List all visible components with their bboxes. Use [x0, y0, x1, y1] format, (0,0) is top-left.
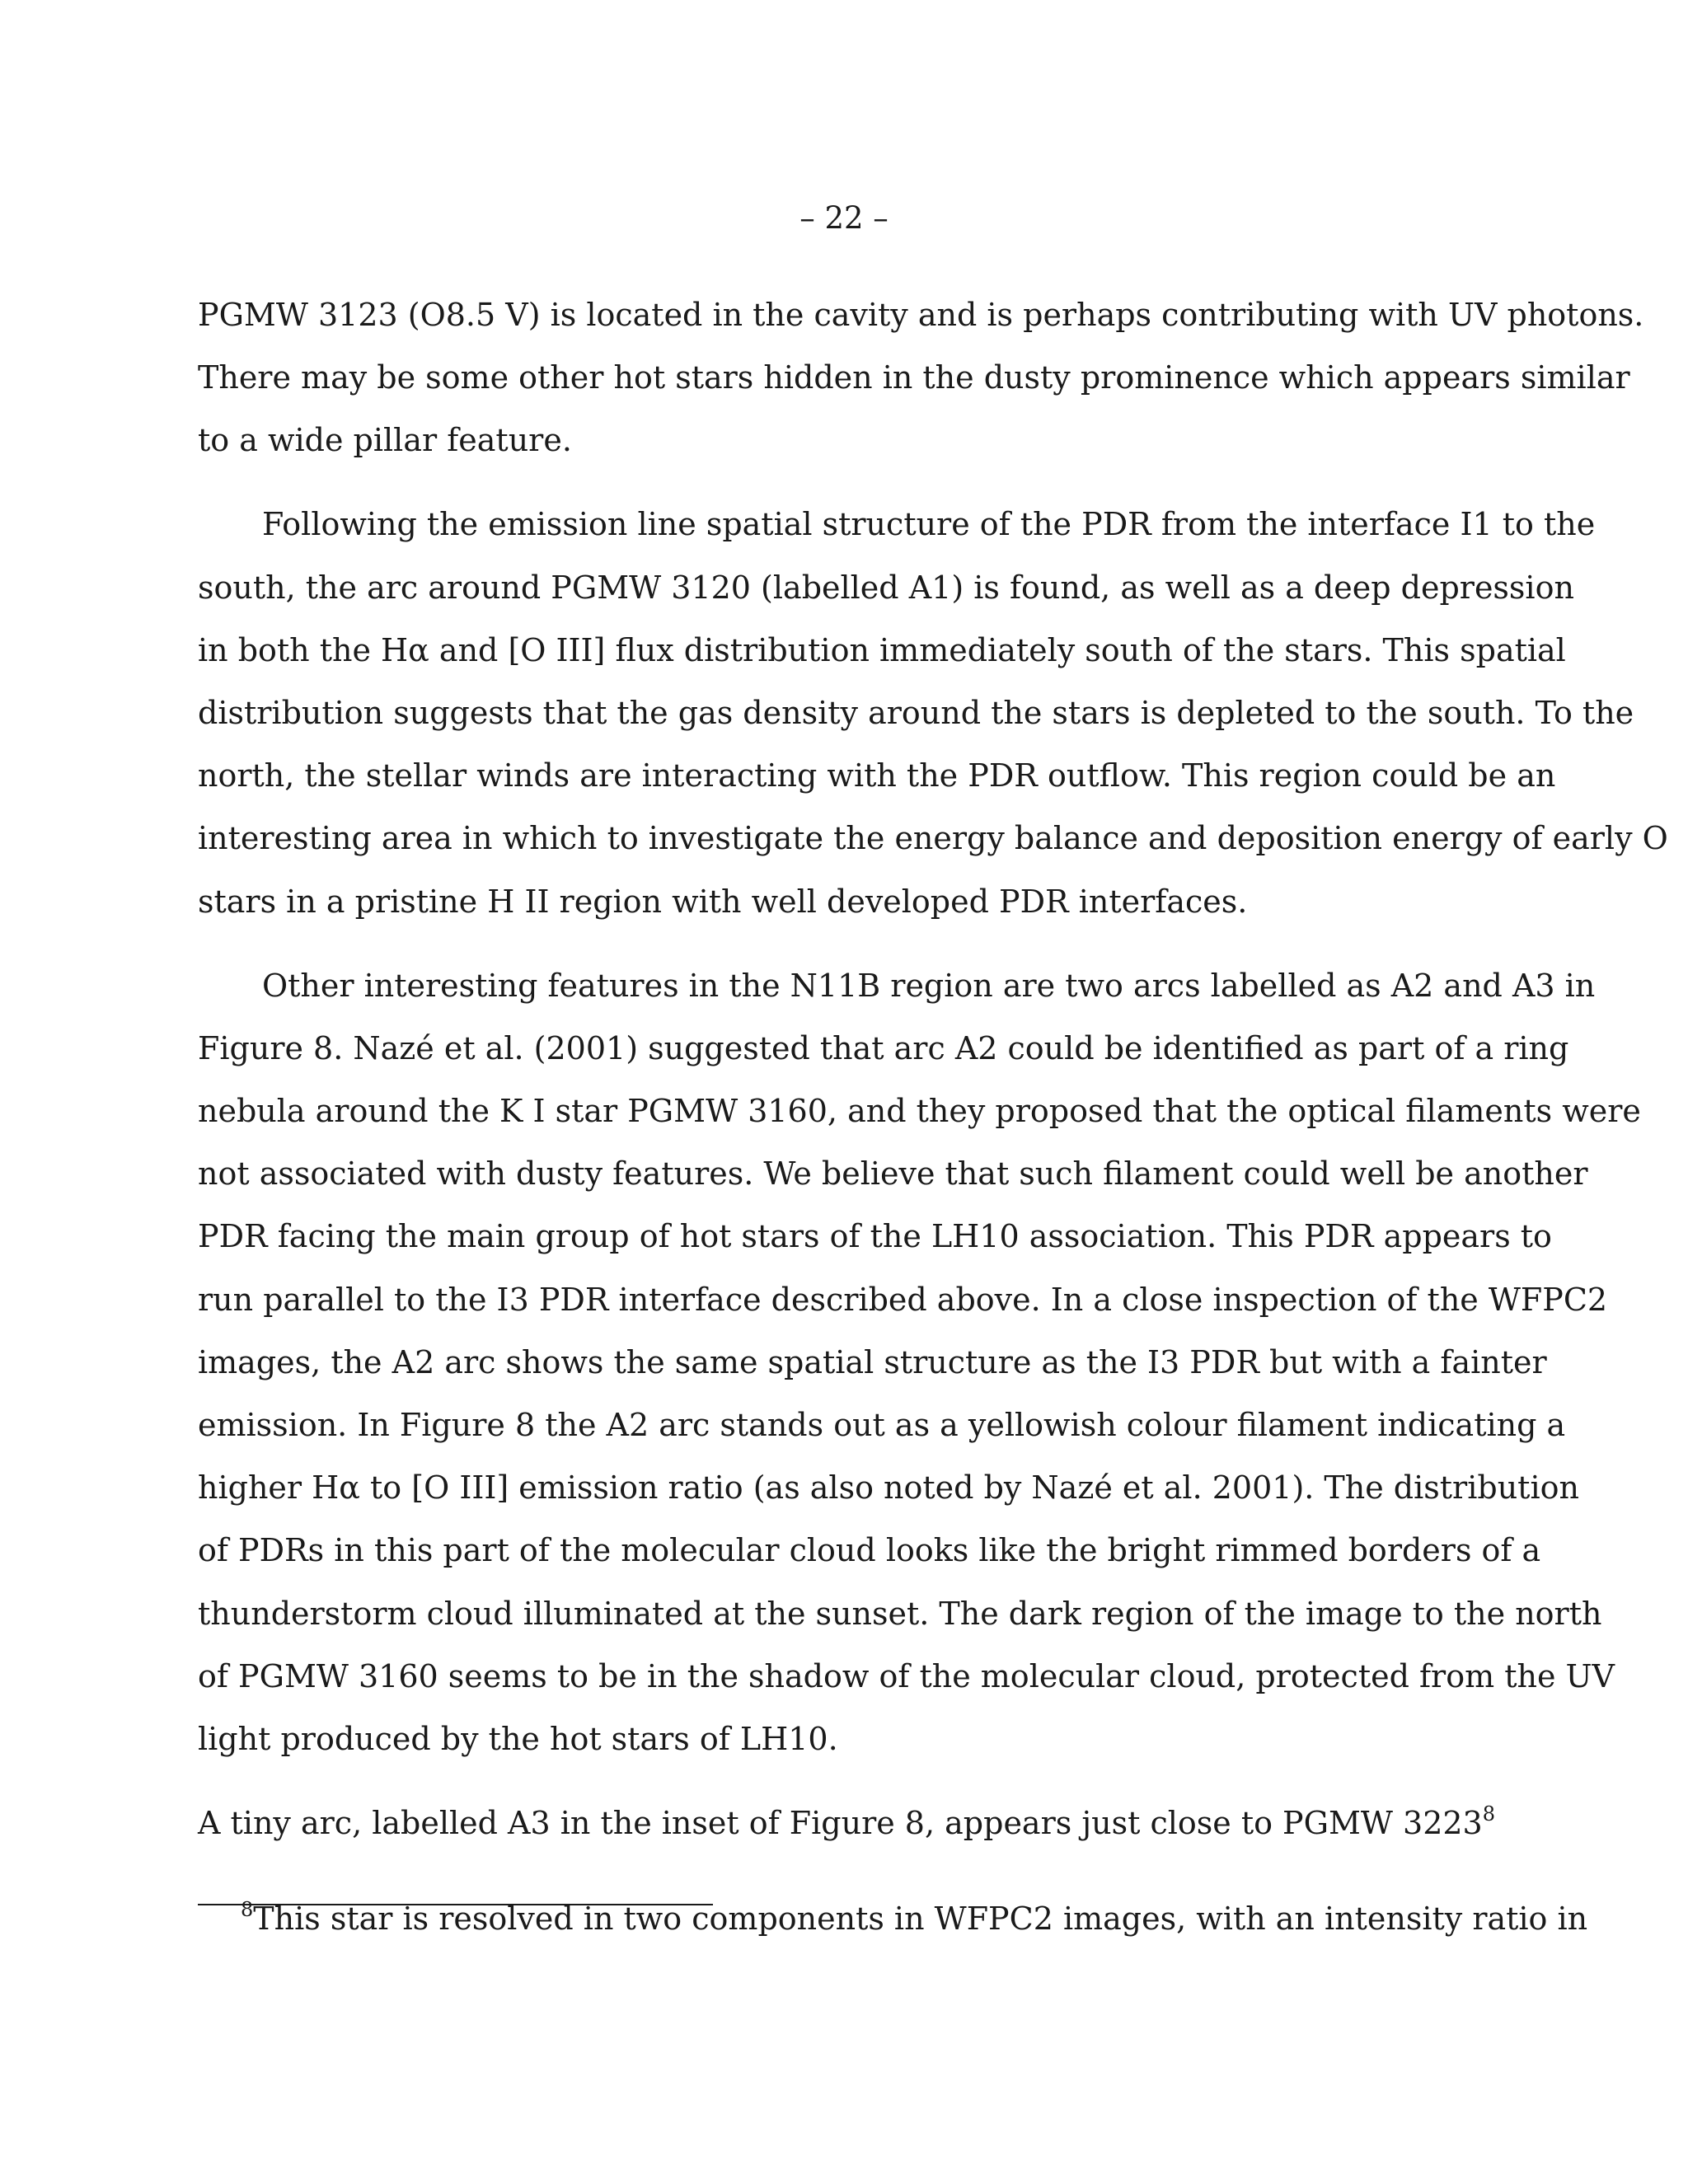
footnote-text: This star is resolved in two components in WFPC2 images, with an intensity ratio in	[253, 1900, 1588, 1937]
text-line: Other interesting features in the N11B region are two arcs labelled as A2 and A3 in	[262, 968, 1596, 1004]
text-line: distribution suggests that the gas density around the stars is depleted to the south. To the	[198, 695, 1634, 731]
text-line: Figure 8. Nazé et al. (2001) suggested that arc A2 could be identified as part of a ring	[198, 1030, 1569, 1066]
text-line: There may be some other hot stars hidden in the dusty prominence which appears similar	[198, 359, 1630, 396]
text-line: run parallel to the I3 PDR interface described above. In a close inspection of the WFPC2	[198, 1282, 1608, 1318]
text-line	[198, 1798, 1496, 1848]
text-line: of PDRs in this part of the molecular cloud looks like the bright rimmed borders of a	[198, 1532, 1541, 1568]
text-line: in both the Hα and [O III] flux distribution immediately south of the stars. This spatial	[198, 632, 1566, 668]
footnote-reference[interactable]: 8	[1482, 1802, 1496, 1825]
footnote	[241, 1894, 1588, 1943]
footnote-mark: 8	[241, 1898, 254, 1921]
text-line: light produced by the hot stars of LH10.	[198, 1721, 838, 1757]
text-line: thunderstorm cloud illuminated at the sunset. The dark region of the image to the north	[198, 1596, 1602, 1632]
text-line: north, the stellar winds are interacting with the PDR outflow. This region could be an	[198, 757, 1556, 794]
text-line: higher Hα to [O III] emission ratio (as also noted by Nazé et al. 2001). The distribution	[198, 1469, 1579, 1506]
text-line: stars in a pristine H II region with well developed PDR interfaces.	[198, 883, 1248, 920]
text-line: emission. In Figure 8 the A2 arc stands out as a yellowish colour filament indicating a	[198, 1407, 1566, 1443]
text-line: to a wide pillar feature.	[198, 422, 572, 458]
text-line: nebula around the K I star PGMW 3160, and they proposed that the optical filaments were	[198, 1093, 1641, 1129]
text-line: not associated with dusty features. We believe that such filament could well be another	[198, 1155, 1588, 1192]
text-line: south, the arc around PGMW 3120 (labelled A1) is found, as well as a deep depression	[198, 569, 1574, 606]
text-line: PDR facing the main group of hot stars of the LH10 association. This PDR appears to	[198, 1218, 1552, 1254]
text-line: of PGMW 3160 seems to be in the shadow of the molecular cloud, protected from the UV	[198, 1658, 1615, 1694]
text-line: PGMW 3123 (O8.5 V) is located in the cavity and is perhaps contributing with UV photons.	[198, 297, 1644, 333]
page-number: – 22 –	[799, 200, 889, 236]
text-line-content: A tiny arc, labelled A3 in the inset of Figure 8, appears just close to PGMW 3223	[198, 1805, 1483, 1841]
text-line: interesting area in which to investigate the energy balance and deposition energy of early O	[198, 820, 1668, 856]
text-line: Following the emission line spatial structure of the PDR from the interface I1 to the	[262, 506, 1596, 542]
text-line: images, the A2 arc shows the same spatial structure as the I3 PDR but with a fainter	[198, 1344, 1547, 1380]
